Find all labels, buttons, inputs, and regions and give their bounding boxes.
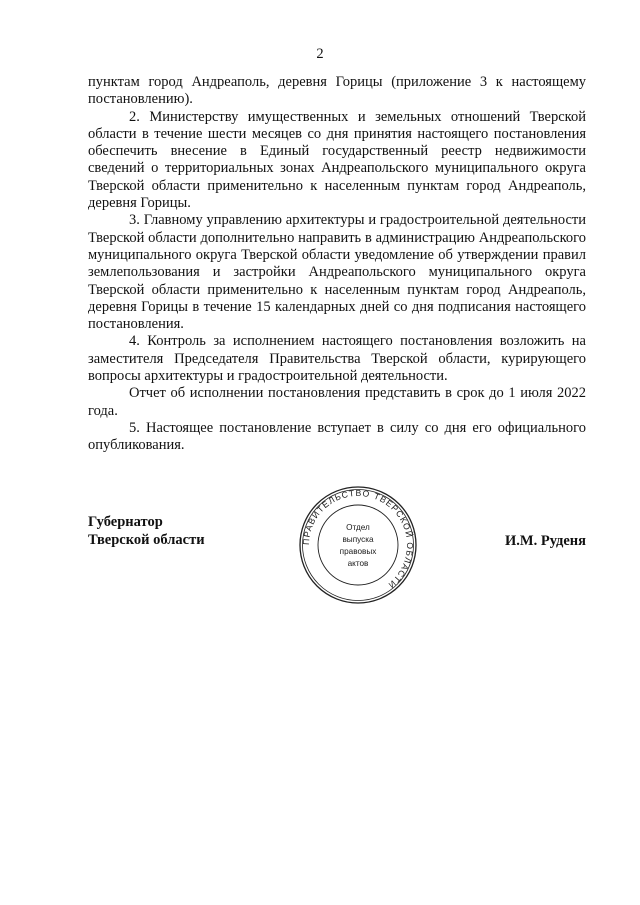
document-body bbox=[88, 74, 586, 455]
stamp-ring-text: ПРАВИТЕЛЬСТВО ТВЕРСКОЙ ОБЛАСТИ bbox=[300, 487, 416, 591]
stamp-center-line-3: правовых bbox=[339, 547, 377, 556]
paragraph-continuation: пунктам город Андреаполь, деревня Горицы (приложение 3 к настоящему постановлению). bbox=[88, 74, 586, 108]
official-stamp bbox=[296, 483, 420, 607]
signer-name: И.М. Руденя bbox=[505, 533, 587, 549]
signer-title bbox=[88, 513, 205, 549]
stamp-center-line-4: актов bbox=[347, 559, 369, 568]
paragraph-item-2: 2. Министерству имущественных и земельных отношений Тверской области в течение шести месяцев со дня принятия настоящего постановления обеспечить внесение в Единый государственный реестр недвижимости сведений о территориальных зонах Андреапольского муниципального округа Тверской области применительно к населенным пунктам город Андреаполь, деревня Горицы. bbox=[88, 108, 586, 212]
stamp-outer-ring bbox=[300, 487, 416, 603]
stamp-center-line-2: выпуска bbox=[342, 535, 374, 544]
stamp-inner-ring bbox=[318, 505, 398, 585]
paragraph-item-4: 4. Контроль за исполнением настоящего постановления возложить на заместителя Председателя Правительства Тверской области, курирующего вопросы архитектуры и градостроительной деятельности. bbox=[88, 333, 586, 385]
paragraph-item-3: 3. Главному управлению архитектуры и градостроительной деятельности Тверской области дополнительно направить в администрацию Андреапольского муниципального округа Тверской области уведомление об утверждении правил землепользования и застройки Андреапольского муниципального округа Тверской области применительно к населенным пунктам город Андреаполь, деревня Горицы в течение 15 календарных дней со дня подписания настоящего постановления. bbox=[88, 212, 586, 333]
stamp-center-line-1: Отдел bbox=[346, 523, 370, 532]
signer-title-line1: Губернатор bbox=[88, 514, 163, 530]
paragraph-item-5: 5. Настоящее постановление вступает в силу со дня его официального опубликования. bbox=[88, 419, 586, 454]
paragraph-report-deadline: Отчет об исполнении постановления представить в срок до 1 июля 2022 года. bbox=[88, 385, 586, 419]
page-number: 2 bbox=[316, 46, 324, 62]
signer-title-line2: Тверской области bbox=[88, 532, 205, 548]
